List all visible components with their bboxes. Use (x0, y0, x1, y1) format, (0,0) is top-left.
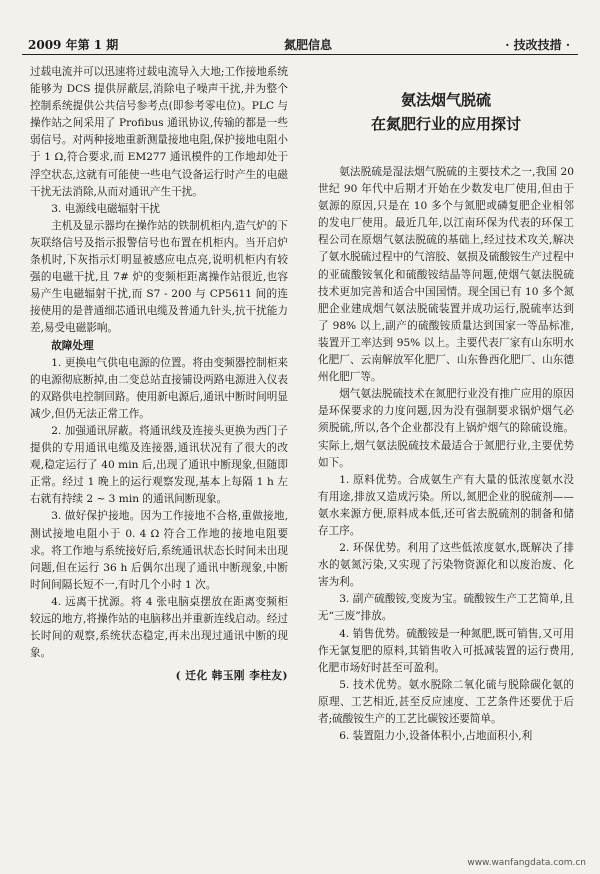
advantage-1: 1. 原料优势。合成氨生产有大量的低浓度氨水没有用途,排放又造成污染。所以,氮肥企业的脱硫剂——氨水来源方便,原料成本低,还可省去脱硫剂的制备和储存工序。 (318, 473, 574, 537)
source-watermark: www.wanfangdata.com.cn (467, 858, 586, 868)
subheading-emi: 3. 电源线电磁辐射干扰 (51, 202, 161, 215)
body-paragraph-2: 烟气氨法脱硫技术在氮肥行业没有推广应用的原因是环保要求的力度问题,因为没有强制要求锅炉烟气必须脱硫,所以,各个企业都没有上锅炉烟气的除硫设施。实际上,烟气氨法脱硫技术最适合于氮肥行业,主要优势如下。 (318, 388, 574, 469)
title-line-2: 在氮肥行业的应用探讨 (370, 115, 521, 133)
right-column (318, 88, 574, 745)
advantage-3: 3. 副产硫酸铵,变废为宝。硫酸铵生产工艺简单,且无“三废”排放。 (318, 593, 574, 623)
fix-item-2: 2. 加强通讯屏蔽。将通讯线及连接头更换为西门子提供的专用通讯电缆及连接器,通讯状况有了很大的改观,稳定运行了 40 min 后,出现了通讯中断现象,但随即正常。经过 1 晚上的运行观察发现,基本上每隔 1 h 左右就有持续 2 ~ 3 min 的通讯间断现象。 (30, 424, 288, 506)
section-label: · 技改技措 · (505, 38, 570, 52)
left-column (30, 64, 288, 685)
article-title (318, 88, 574, 136)
body-paragraph-1: 氨法脱硫是湿法烟气脱硫的主要技术之一,我国 20 世纪 90 年代中后期才开始在少数发电厂使用,但由于氨源的原因,只是在 10 多个与氮肥或磷复肥企业相邻的发电厂使用。最近几年,以江南环保为代表的环保工程公司在原烟气氨法脱硫的基础上,经过技术攻关,解决了氨水脱硫过程中的气溶胶、氨损及硫酸铵生产过程中的亚硫酸铵氧化和硫酸铵结晶等问题,使烟气氨法脱硫技术更加完善和适合中国国情。现全国已有 10 多个氮肥企业建成烟气氨法脱硫装置并成功运行,脱硫率达到了 98% 以上,副产的硫酸铵质量达到国家一等品标准,装置开工率达到 95% 以上。主要代表厂家有山东明水化肥厂、云南解放军化肥厂、山东鲁西化肥厂、山东德州化肥厂等。 (318, 166, 574, 384)
fix-item-4: 4. 远离干扰源。将 4 张电脑桌摆放在距离变频柜较远的地方,将操作站的电脑移出并重新连线启动。经过长时间的观察,系统状态稳定,再未出现过通讯中断的现象。 (30, 595, 288, 660)
advantage-2: 2. 环保优势。利用了这些低浓度氨水,既解决了排水的氨氮污染,又实现了污染物资源化和以废治废、化害为利。 (318, 542, 574, 589)
advantage-5: 5. 技术优势。氨水脱除二氧化硫与脱除碳化氨的原理、工艺相近,甚至反应速度、工艺条件还要优于后者;硫酸铵生产的工艺比碳铵还要简单。 (318, 678, 574, 725)
page-header (22, 32, 578, 55)
fix-item-3: 3. 做好保护接地。因为工作接地不合格,重做接地,测试接地电阻小于 0. 4 Ω 符合工作地的接地电阻要求。将工作地与系统接好后,系统通讯状态长时间未出现问题,但在运行 36 h 后偶尔出现了通讯中断现象,中断时间间隔长短不一,有时几个小时 1 次。 (30, 510, 288, 591)
advantage-6: 6. 装置阻力小,设备体积小,占地面积小,利 (339, 730, 533, 743)
advantage-4: 4. 销售优势。硫酸铵是一种氮肥,既可销售,又可用作无氯复肥的原料,其销售收入可抵减装置的运行费用,化肥市场好时甚至可盈利。 (318, 627, 574, 674)
emi-paragraph: 主机及显示器均在操作站的铁制机柜内,造气炉的下灰联络信号及指示报警信号也布置在机柜内。当开启炉条机时,下灰指示灯明显被感应电点亮,说明机柜内有较强的电磁干扰,且 7# 炉的变频柜距离操作站很近,也容易产生电磁辐射干扰,而 S7 - 200 与 CP5611 间的连接使用的是普通细芯通讯电缆及普通九针头,抗干扰能力差,易受电磁影响。 (30, 219, 288, 335)
title-line-1: 氨法烟气脱硫 (400, 91, 491, 109)
issue-label: 2009 年第 1 期 (28, 38, 119, 52)
fix-item-1: 1. 更换电气供电电源的位置。将由变频器控制柜来的电源彻底断掉,由二变总站直接铺设两路电源进入仪表的双路供电控制回路。使用新电源后,通讯中断时间明显减少,但仍无法正常工作。 (30, 356, 288, 420)
journal-name: 氮肥信息 (284, 38, 333, 52)
intro-paragraph: 过载电流并可以迅速将过载电流导入大地;工作接地系统能够为 DCS 提供屏蔽层,消除电子噪声干扰,并为整个控制系统提供公共信号参考点(即参考零电位)。PLC 与操作站之间采用了 Profibus 通讯协议,传输的都是一些弱信号。对两种接地重新测量接地电阻,保护接地电阻小于 1 Ω,符合要求,而 EM277 通讯模件的工作地却处于浮空状态,这就有可能使一些电气设备运行时产生的电磁干扰无法消除,从而对通讯产生干扰。 (30, 66, 288, 198)
fault-handling-heading: 故障处理 (51, 339, 94, 352)
author-signature: ( 迁化 韩玉刚 李柱友) (175, 670, 288, 683)
